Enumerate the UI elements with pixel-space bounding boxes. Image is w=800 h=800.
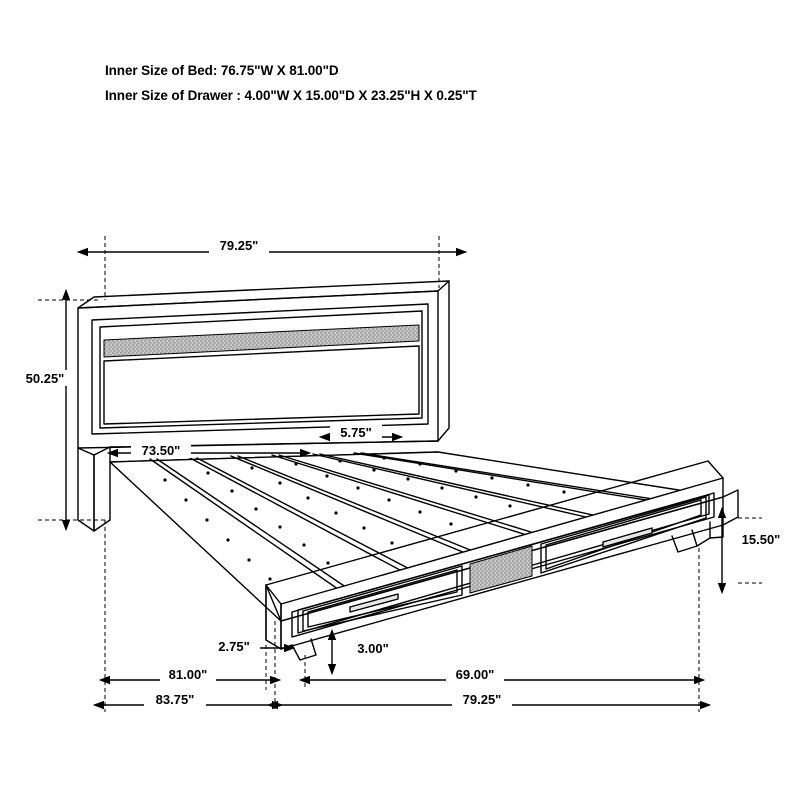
dimension-label-footboard-inner-width: 69.00" [455, 667, 495, 682]
dimension-label-headboard-height: 50.25" [25, 371, 65, 386]
dimension-label-foot-clearance: 2.75" [218, 639, 250, 654]
dimension-label-bed-depth: 81.00" [168, 667, 208, 682]
dimension-label-footboard-width: 79.25" [462, 692, 502, 707]
dimension-label-floor-clearance: 3.00" [357, 641, 389, 656]
spec-note-inner-size-bed: Inner Size of Bed: 76.75"W X 81.00"D [105, 63, 339, 78]
dimension-label-slat-span: 73.50" [141, 443, 181, 458]
dimension-label-overall-depth: 83.75" [155, 692, 195, 707]
dimension-label-footboard-height: 15.50" [741, 532, 781, 547]
dimension-label-headboard-width: 79.25" [219, 238, 259, 253]
dimension-label-headboard-offset: 5.75" [340, 425, 372, 440]
spec-note-inner-size-drawer: Inner Size of Drawer : 4.00"W X 15.00"D X 23.25"H X 0.25"T [105, 88, 477, 103]
